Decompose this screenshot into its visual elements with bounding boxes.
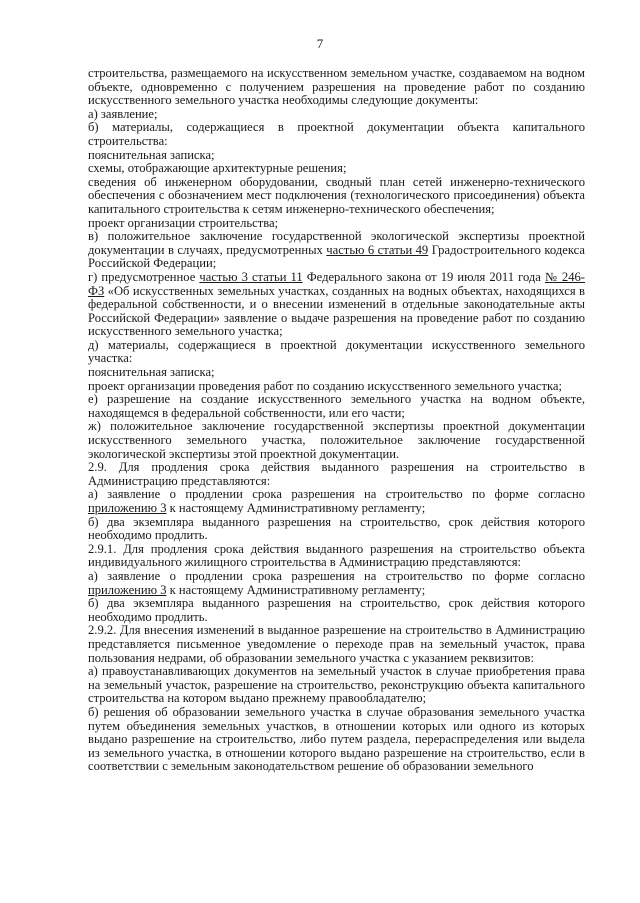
- paragraph: а) правоустанавливающих документов на земельный участок в случае приобретения права на земельный участок, разрешение на строительство, реконструкцию объекта капитального строительства на котором выдано прежнему правообладателю;: [88, 664, 585, 706]
- paragraph: [88, 570, 585, 597]
- text-run: Федерального закона от 19 июля 2011 года: [302, 269, 545, 284]
- paragraph: [88, 230, 585, 271]
- law-reference-link[interactable]: № 246-ФЗ: [88, 269, 585, 298]
- paragraph: ж) положительное заключение государственной экспертизы проектной документации искусственного земельного участка, положительное заключение государственной экологической экспертизы этой проектной документации.: [88, 419, 585, 461]
- text-run: к настоящему Административному регламенту;: [166, 582, 426, 597]
- text-run: Градостроительного кодекса Российской Федерации;: [88, 242, 585, 271]
- text-run: к настоящему Административному регламенту;: [166, 501, 426, 515]
- paragraph: сведения об инженерном оборудовании, сводный план сетей инженерно-технического обеспечения с обозначением мест подключения (технологического присоединения) объекта капитального строительства к сетям инженерно-технического обеспечения;: [88, 174, 585, 216]
- paragraph: б) два экземпляра выданного разрешения на строительство, срок действия которого необходимо продлить.: [88, 596, 585, 624]
- paragraph: 2.9.2. Для внесения изменений в выданное разрешение на строительство в Администрацию представляется письменное уведомление о переходе прав на земельный участок, права пользования недрами, об образовании земельного участка с указанием реквизитов:: [88, 623, 585, 665]
- paragraph: пояснительная записка;: [88, 365, 215, 380]
- paragraph: а) заявление;: [88, 106, 158, 121]
- law-reference-link[interactable]: частью 3 статьи 11: [199, 269, 303, 284]
- text-run: «Об искусственных земельных участках, созданных на водных объектах, находящихся в федеральной собственности, и о внесении изменений в отдельные законодательные акты Российской Федерации» заявление о выдаче разрешения на проведение работ по созданию искусственного земельного участка;: [88, 283, 585, 339]
- paragraph: 2.9. Для продления срока действия выданного разрешения на строительство в Администрацию представляются:: [88, 460, 585, 488]
- paragraph: е) разрешение на создание искусственного земельного участка на водном объекте, находящемся в федеральной собственности, или его части;: [88, 392, 585, 420]
- paragraph: [88, 271, 585, 339]
- paragraph: б) материалы, содержащиеся в проектной документации объекта капитального строительства:: [88, 120, 585, 148]
- paragraph: схемы, отображающие архитектурные решения;: [88, 161, 347, 176]
- paragraph: пояснительная записка;: [88, 147, 215, 162]
- law-reference-link[interactable]: частью 6 статьи 49: [326, 242, 429, 257]
- paragraph: строительства, размещаемого на искусственном земельном участке, создаваемом на водном объекте, одновременно с получением разрешения на проведение работ по созданию искусственного земельного участка необходимы следующие документы:: [88, 66, 585, 108]
- paragraph: проект организации строительства;: [88, 215, 279, 230]
- paragraph: [88, 488, 585, 515]
- text-run: а) заявление о продлении срока разрешения на строительство по форме согласно: [88, 487, 585, 502]
- paragraph: б) два экземпляра выданного разрешения на строительство, срок действия которого необходимо продлить.: [88, 514, 585, 543]
- document-body: [88, 67, 585, 774]
- text-run: г) предусмотренное: [88, 269, 200, 284]
- text-run: а) заявление о продлении срока разрешения на строительство по форме согласно: [88, 568, 585, 583]
- text-run: в) положительное заключение государственной экологической экспертизы проектной документации в случаях, предусмотренных: [88, 229, 585, 257]
- page-number: 7: [316, 36, 324, 51]
- paragraph: 2.9.1. Для продления срока действия выданного разрешения на строительство объекта индивидуального жилищного строительства в Администрацию представляются:: [88, 541, 585, 570]
- paragraph: д) материалы, содержащиеся в проектной документации искусственного земельного участка:: [88, 337, 585, 366]
- appendix-link[interactable]: приложению 3: [88, 501, 167, 515]
- paragraph: б) решения об образовании земельного участка в случае образования земельного участка путем объединения земельных участков, в отношении которых или одного из которых выдано разрешение на строительство, либо путем раздела, перераспределения или выдела из земельного участка, в отношении которого выдано разрешение на строительство, если в соответствии с земельным законодательством решение об образовании земельного: [88, 704, 585, 774]
- paragraph: проект организации проведения работ по созданию искусственного земельного участка;: [88, 378, 563, 393]
- appendix-link[interactable]: приложению 3: [88, 582, 167, 597]
